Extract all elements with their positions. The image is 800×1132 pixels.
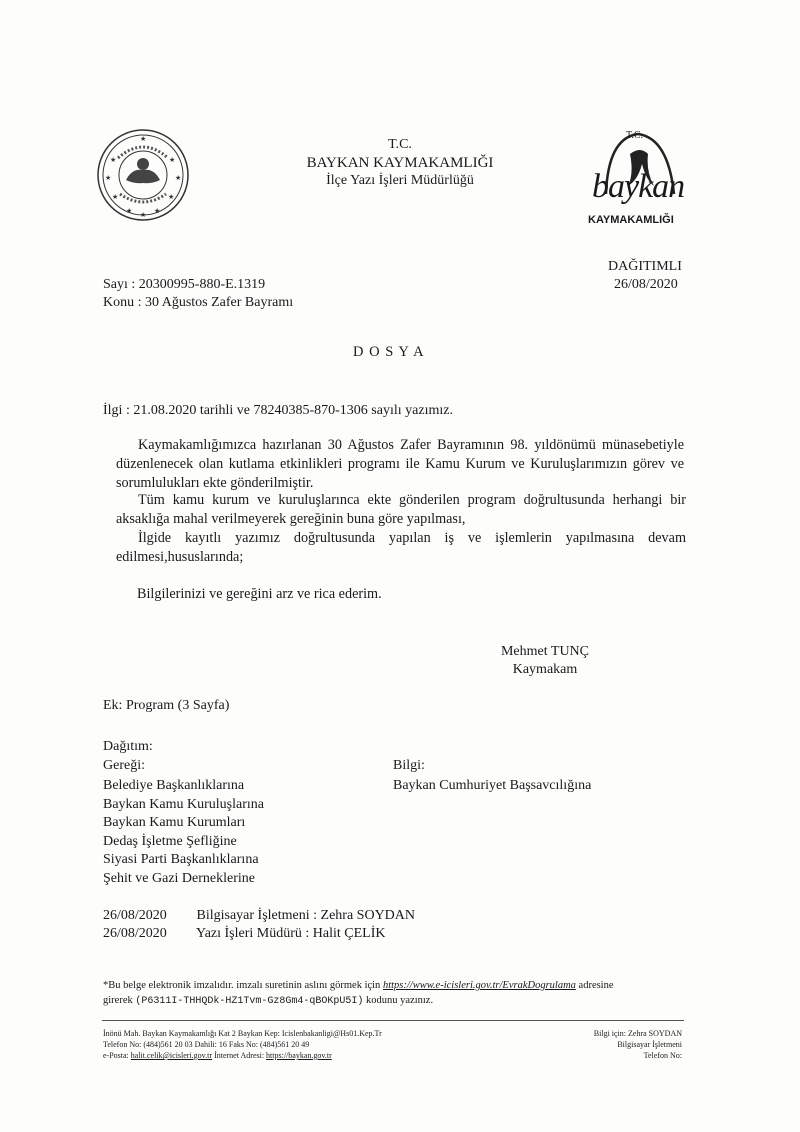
header-office: BAYKAN KAYMAKAMLIĞI	[306, 155, 494, 171]
body-paragraph-4: Bilgilerinizi ve gereğini arz ve rica ederim.	[137, 586, 382, 602]
svg-text:★: ★	[126, 207, 133, 215]
footer-email-link[interactable]: halit.celik@icisleri.gov.tr	[130, 1051, 213, 1060]
verification-code: (P6311I-THHQDk-HZ1Tvm-Gz8Gm4-qBOKpU5I)	[135, 996, 364, 1007]
footer-info-contact: Bilgi için: Zehra SOYDAN	[593, 1029, 682, 1038]
svg-text:★: ★	[110, 156, 117, 164]
svg-text:★: ★	[140, 211, 147, 219]
list-item: Şehit ve Gazi Derneklerine	[103, 870, 255, 886]
attachment-line: Ek: Program (3 Sayfa)	[103, 698, 230, 713]
svg-text:★: ★	[168, 193, 175, 201]
konu-line: Konu : 30 Ağustos Zafer Bayramı	[103, 295, 294, 310]
footer-info-role: Bilgisayar İşletmeni	[617, 1040, 682, 1049]
list-item: Belediye Başkanlıklarına	[103, 778, 245, 793]
bilgi-label: Bilgi:	[393, 758, 425, 773]
svg-text:★: ★	[154, 207, 161, 215]
verification-text-3: girerek	[103, 995, 136, 1006]
body-paragraph-2: Tüm kamu kurum ve kuruluşlarınca ekte gönderilen program doğrultusunda herhangi bir aksaklığa mahal verilmeyerek gereğinin buna göre yapılması,	[116, 492, 686, 527]
ilgi-line: İlgi : 21.08.2020 tarihli ve 78240385-870-1306 sayılı yazımız.	[103, 403, 453, 418]
doc-type-title: D O S Y A	[353, 344, 425, 360]
approval-date: 26/08/2020	[103, 926, 167, 941]
footer-contact	[103, 1028, 382, 1061]
svg-text:★: ★	[105, 174, 112, 182]
list-item: Baykan Kamu Kurumları	[103, 815, 246, 830]
distribution-label: DAĞITIMLI	[608, 259, 682, 274]
geregi-label: Gereği:	[103, 758, 145, 773]
approval-role: Yazı İşleri Müdürü : Halit ÇELİK	[195, 926, 386, 941]
footer-info	[560, 1028, 682, 1061]
logo-brand: baykan	[592, 168, 685, 205]
svg-text:★: ★	[140, 135, 147, 143]
distribution-heading: Dağıtım:	[103, 739, 153, 754]
svg-text:★: ★	[112, 193, 119, 201]
verification-text-4: kodunu yazınız.	[363, 995, 434, 1006]
list-item: Baykan Kamu Kuruluşlarına	[103, 796, 264, 812]
list-item: Siyasi Parti Başkanlıklarına	[103, 852, 259, 867]
logo-tc: T.C.	[626, 130, 644, 141]
verification-text-1: *Bu belge elektronik imzalıdır. imzalı suretinin aslını görmek için	[103, 980, 383, 991]
body-paragraph-3: İlgide kayıtlı yazımız doğrultusunda yapılan iş ve işlemlerin yapılmasına devam edilmesi,hususlarında;	[116, 530, 686, 565]
verification-text-2: adresine	[575, 980, 614, 991]
baykan-logo	[586, 124, 696, 234]
header-tc: T.C.	[388, 137, 412, 152]
approval-row	[103, 925, 385, 943]
approval-role: Bilgisayar İşletmeni : Zehra SOYDAN	[196, 908, 416, 923]
sayi-line: Sayı : 20300995-880-E.1319	[103, 277, 266, 292]
footer-info-phone: Telefon No:	[643, 1051, 682, 1060]
republic-seal-icon	[96, 128, 190, 222]
geregi-list	[103, 777, 264, 888]
footer-website-link[interactable]: https://baykan.gov.tr	[266, 1051, 332, 1060]
verification-note	[103, 979, 693, 1008]
signatory-title: Kaymakam	[512, 662, 578, 677]
logo-subtitle: KAYMAKAMLIĞI	[588, 214, 674, 226]
body-paragraph-1: Kaymakamlığımızca hazırlanan 30 Ağustos Zafer Bayramının 98. yıldönümü münasebetiyle düzenlenecek olan kutlama etkinlikleri programı ile Kamu Kurum ve Kuruluşlarımızın görev ve sorumlulukları ekte gönderilmiştir.	[116, 437, 684, 491]
footer-divider	[102, 1020, 684, 1021]
list-item: Dedaş İşletme Şefliğine	[103, 833, 237, 849]
signatory-name: Mehmet TUNÇ	[500, 644, 589, 659]
header-department: İlçe Yazı İşleri Müdürlüğü	[326, 173, 474, 188]
footer-address: İnönü Mah. Baykan Kaymakamlığı Kat 2 Baykan Kep: Icislenbakanligi@Hs01.Kep.Tr	[103, 1029, 382, 1038]
bilgi-item: Baykan Cumhuriyet Başsavcılığına	[393, 778, 592, 793]
footer-website-label: İnternet Adresi:	[212, 1051, 267, 1060]
svg-text:★: ★	[169, 156, 176, 164]
verification-link[interactable]: https://www.e-icisleri.gov.tr/EvrakDogrulama	[382, 980, 576, 991]
svg-text:★: ★	[175, 174, 182, 182]
approval-date: 26/08/2020	[103, 908, 167, 923]
footer-phone: Telefon No: (484)561 20 03 Dahili: 16 Faks No: (484)561 20 49	[103, 1040, 310, 1049]
approval-row	[103, 907, 415, 925]
document-date: 26/08/2020	[614, 277, 678, 292]
footer-email-label: e-Posta:	[103, 1051, 131, 1060]
